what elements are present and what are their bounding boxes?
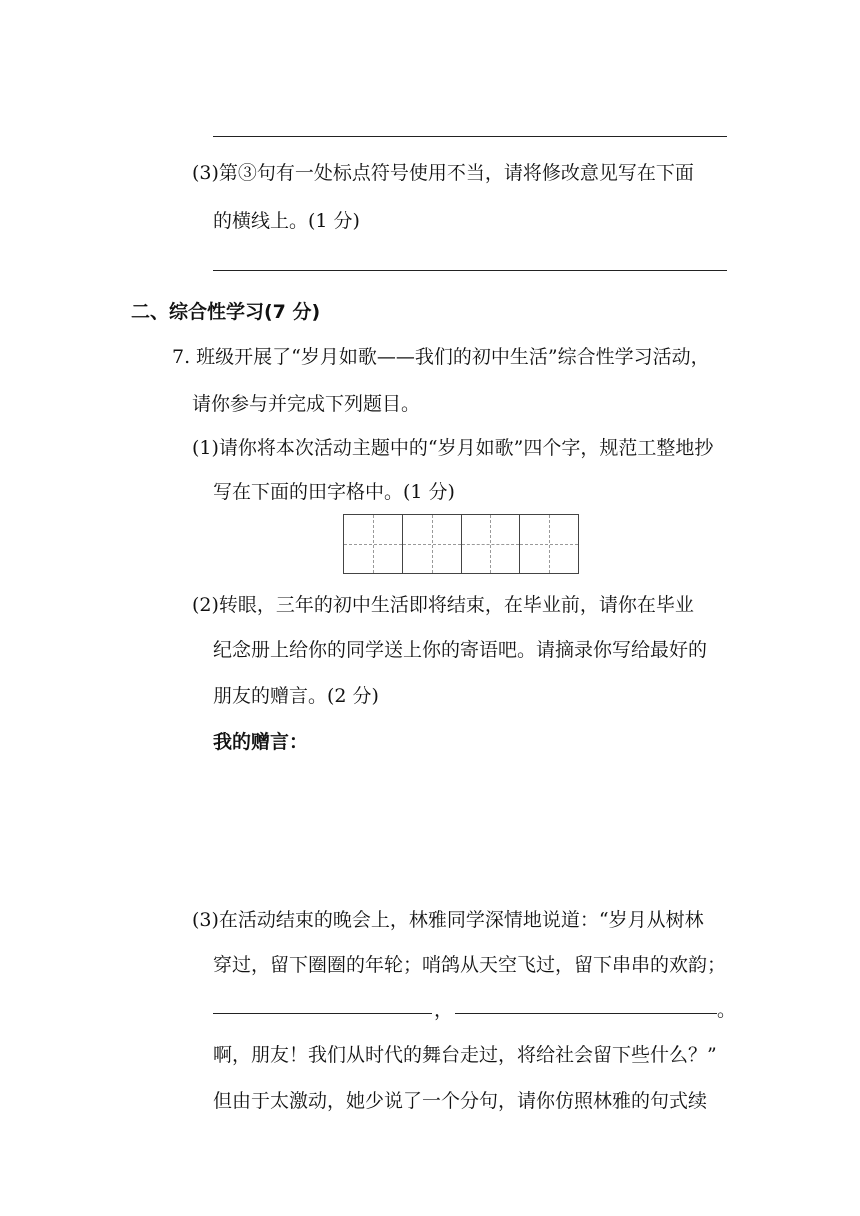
tianzige-cell[interactable] bbox=[462, 515, 521, 573]
q7-part2-line2: 纪念册上给你的同学送上你的寄语吧。请摘录你写给最好的 bbox=[213, 639, 708, 661]
q7-part3-line1: (3)在活动结束的晚会上，林雅同学深情地说道：“岁月从树林 bbox=[192, 909, 704, 931]
answer-line-2 bbox=[213, 270, 727, 271]
q7-part3-line4: 啊，朋友！我们从时代的舞台走过，将给社会留下些什么？” bbox=[213, 1044, 717, 1066]
blank-2[interactable] bbox=[455, 1013, 717, 1014]
q7-part3-line5: 但由于太激动，她少说了一个分句，请你仿照林雅的句式续 bbox=[213, 1090, 708, 1112]
tianzige-cell[interactable] bbox=[344, 515, 403, 573]
q7-part1-line2: 写在下面的田字格中。(1 分) bbox=[213, 481, 455, 503]
tianzige-grid[interactable] bbox=[343, 514, 579, 574]
q3-top-line1: (3)第③句有一处标点符号使用不当，请将修改意见写在下面 bbox=[192, 162, 694, 184]
q7-part2-line3: 朋友的赠言。(2 分) bbox=[213, 685, 379, 707]
q7-line1: 7. 班级开展了“岁月如歌——我们的初中生活”综合性学习活动， bbox=[172, 346, 710, 368]
q7-part1-line1: (1)请你将本次活动主题中的“岁月如歌”四个字，规范工整地抄 bbox=[192, 437, 714, 459]
gift-words-label: 我的赠言： bbox=[213, 731, 309, 753]
answer-line-1 bbox=[213, 136, 727, 137]
q7-part3-line2: 穿过，留下圈圈的年轮；哨鸽从天空飞过，留下串串的欢韵； bbox=[213, 954, 727, 976]
q7-line2: 请你参与并完成下列题目。 bbox=[192, 393, 421, 415]
tianzige-cell[interactable] bbox=[520, 515, 578, 573]
blank-period: 。 bbox=[717, 999, 737, 1021]
tianzige-cell[interactable] bbox=[403, 515, 462, 573]
section-title: 二、综合性学习(7 分) bbox=[131, 301, 321, 323]
q7-part2-line1: (2)转眼，三年的初中生活即将结束，在毕业前，请你在毕业 bbox=[192, 594, 694, 616]
blank-1[interactable] bbox=[213, 1013, 432, 1014]
blank-comma: ， bbox=[434, 999, 454, 1021]
q3-top-line2: 的横线上。(1 分) bbox=[213, 210, 360, 232]
